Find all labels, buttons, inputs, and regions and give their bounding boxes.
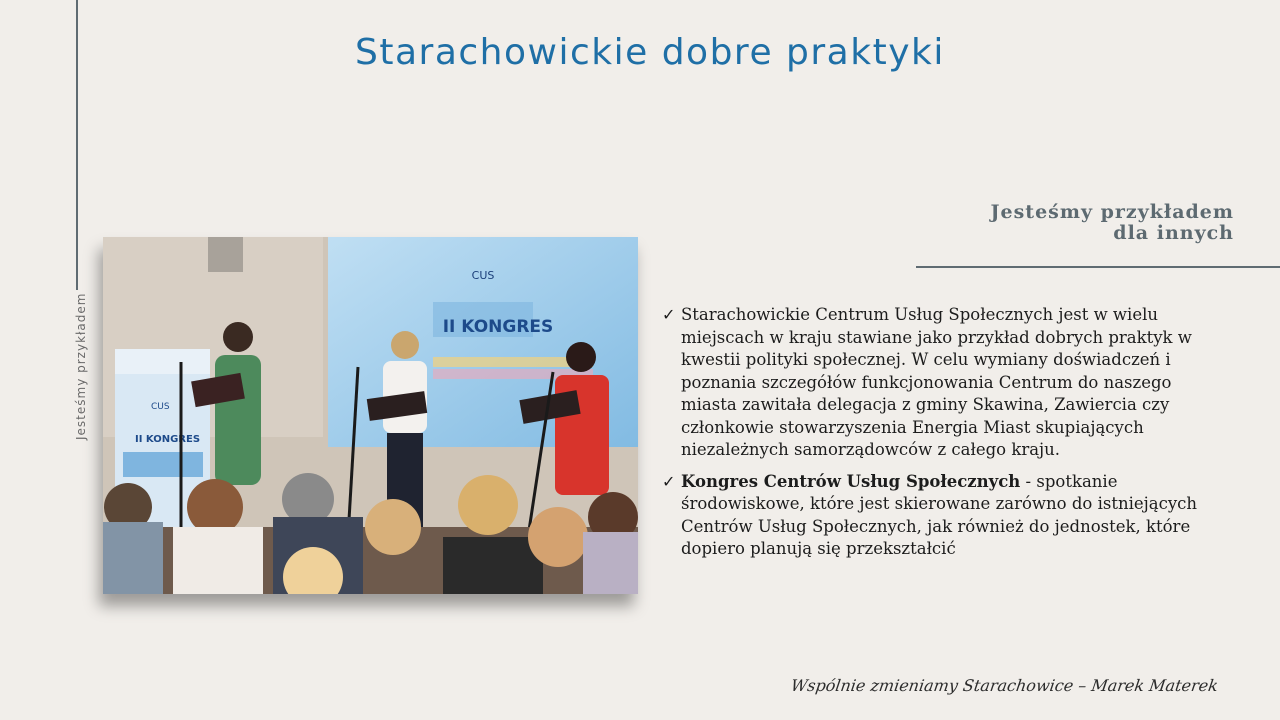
bullet-item-1 bbox=[662, 304, 1222, 462]
banner-logo: CUS bbox=[151, 402, 170, 412]
conference-photo bbox=[103, 237, 638, 594]
footer-signature: Wspólnie zmieniamy Starachowice – Marek Materek bbox=[789, 676, 1220, 695]
side-label: Jesteśmy przykładem bbox=[74, 292, 88, 440]
slide-title: Starachowickie dobre praktyki bbox=[355, 32, 945, 73]
screen-title: II KONGRES bbox=[442, 317, 554, 337]
bullet-bold-2: Kongres Centrów Usług Społecznych bbox=[681, 471, 1021, 491]
subtitle-line-2: dla innych bbox=[1113, 222, 1234, 244]
checkmark-icon: ✓ bbox=[662, 305, 676, 324]
photo-illustration bbox=[103, 237, 638, 594]
horizontal-divider bbox=[916, 266, 1280, 268]
banner-title: II KONGRES bbox=[135, 434, 201, 445]
slide-subtitle bbox=[991, 202, 1234, 244]
bullet-text-1: Starachowickie Centrum Usług Społecznych jest w wielu miejscach w kraju stawiane jako przykład dobrych praktyk w kwestii polityki społecznej. W celu wymiany doświadczeń i poznania szczegółów funkcjonowania Centrum do naszego miasta zawitała delegacja z gminy Skawina, Zawiercia czy członkowie stowarzyszenia Energia Miast skupiających niezależnych samorządowców z całego kraju. bbox=[681, 305, 1192, 459]
screen-logo: CUS bbox=[471, 269, 495, 282]
bullet-item-2 bbox=[662, 471, 1222, 561]
vertical-divider bbox=[76, 0, 78, 290]
bullet-list bbox=[662, 304, 1222, 570]
subtitle-line-1: Jesteśmy przykładem bbox=[990, 201, 1234, 223]
checkmark-icon: ✓ bbox=[662, 471, 676, 491]
bullet-text-2: - spotkanie środowiskowe, które jest skierowane zarówno do istniejących Centrów Usług Społecznych, jak również do jednostek, które dopiero planują się przekształcić bbox=[681, 471, 1198, 558]
